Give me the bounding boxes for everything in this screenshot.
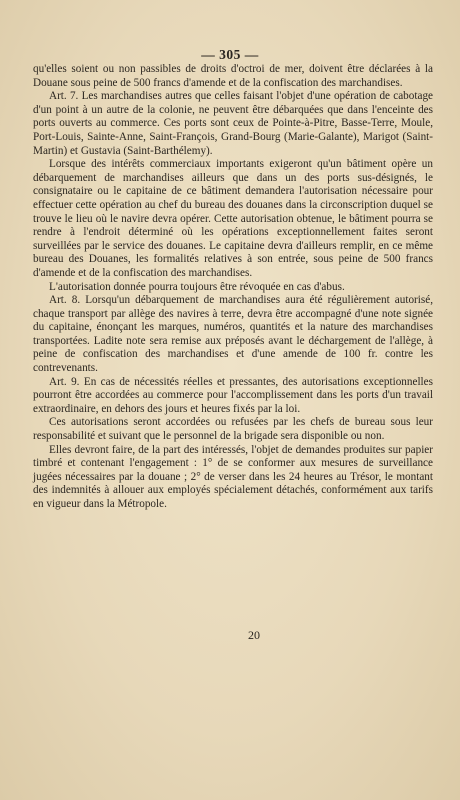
paragraph-article-7: Art. 7. Les marchandises autres que celles faisant l'objet d'une opération de cabotage d'un point à un autre de la colonie, ne peuvent être débarquées que dans l'enceinte des ports ouverts au commerce. Ces ports sont ceux de Pointe-à-Pitre, Basse-Terre, Moule, Port-Louis, Sainte-Anne, Saint-François, Grand-Bourg (Marie-Galante), Marigot (Saint-Martin) et Gustavia (Saint-Barthélemy). <box>33 90 433 157</box>
signature-mark <box>0 628 460 643</box>
paragraph-article-8: Art. 8. Lorsqu'un débarquement de marchandises aura été régulièrement autorisé, chaque transport par allège des navires à terre, devra être accompagné d'une note signée du capitaine, énonçant les marques, numéros, quantités et la nature des marchandises transportées. Ladite note sera remise aux préposés avant le déchargement de l'allège, à peine de confiscation des marchandises et d'une amende de 100 fr. contre les contrevenants. <box>33 294 433 375</box>
paragraph-continuation: qu'elles soient ou non passibles de droits d'octroi de mer, doivent être déclarées à la Douane sous peine de 500 francs d'amende et de la confiscation des marchandises. <box>33 63 433 89</box>
signature-number: 20 <box>248 628 260 642</box>
paragraph-requests: Elles devront faire, de la part des intéressés, l'objet de demandes produites sur papier timbré et contenant l'engagement : 1° de se conformer aux mesures de surveillance jugées nécessaires par la douane ; 2° de verser dans les 24 heures au Trésor, le montant des indemnités à allouer aux employés spécialement détachés, conformément aux tarifs en vigueur dans la Métropole. <box>33 443 433 510</box>
paragraph-authorizations: Ces autorisations seront accordées ou refusées par les chefs de bureau sous leur responsabilité et suivant que le personnel de la brigade sera disponible ou non. <box>33 416 433 443</box>
paragraph-exceptional-landing: Lorsque des intérêts commerciaux importants exigeront qu'un bâtiment opère un débarquement de marchandises ailleurs que dans un des ports sus-désignés, le consignataire ou le capitaine de ce bâtiment demandera l'autorisation nécessaire pour effectuer cette opération au chef du bureau des douanes dans la circonscription duquel se trouve le lieu où le navire devra opérer. Cette autorisation obtenue, le bâtiment pourra se rendre à l'endroit déterminé où les opérations exceptionnellement faites seront surveillées par le service des douanes. Le capitaine devra d'ailleurs remplir, en ce même bureau des Douanes, les formalités relatives à son entrée, sous peine de 500 francs d'amende et de la confiscation des marchandises. <box>33 158 433 279</box>
paragraph-revocation: L'autorisation donnée pourra toujours être révoquée en cas d'abus. <box>49 280 345 293</box>
paragraph-article-9: Art. 9. En cas de nécessités réelles et pressantes, des autorisations exceptionnelles pourront être accordées au commerce pour l'accomplissement dans les ports d'un travail extraordinaire, en dehors des jours et heures fixés par la loi. <box>33 375 433 415</box>
text-body <box>33 63 433 512</box>
page-number: — 305 — <box>201 47 259 62</box>
